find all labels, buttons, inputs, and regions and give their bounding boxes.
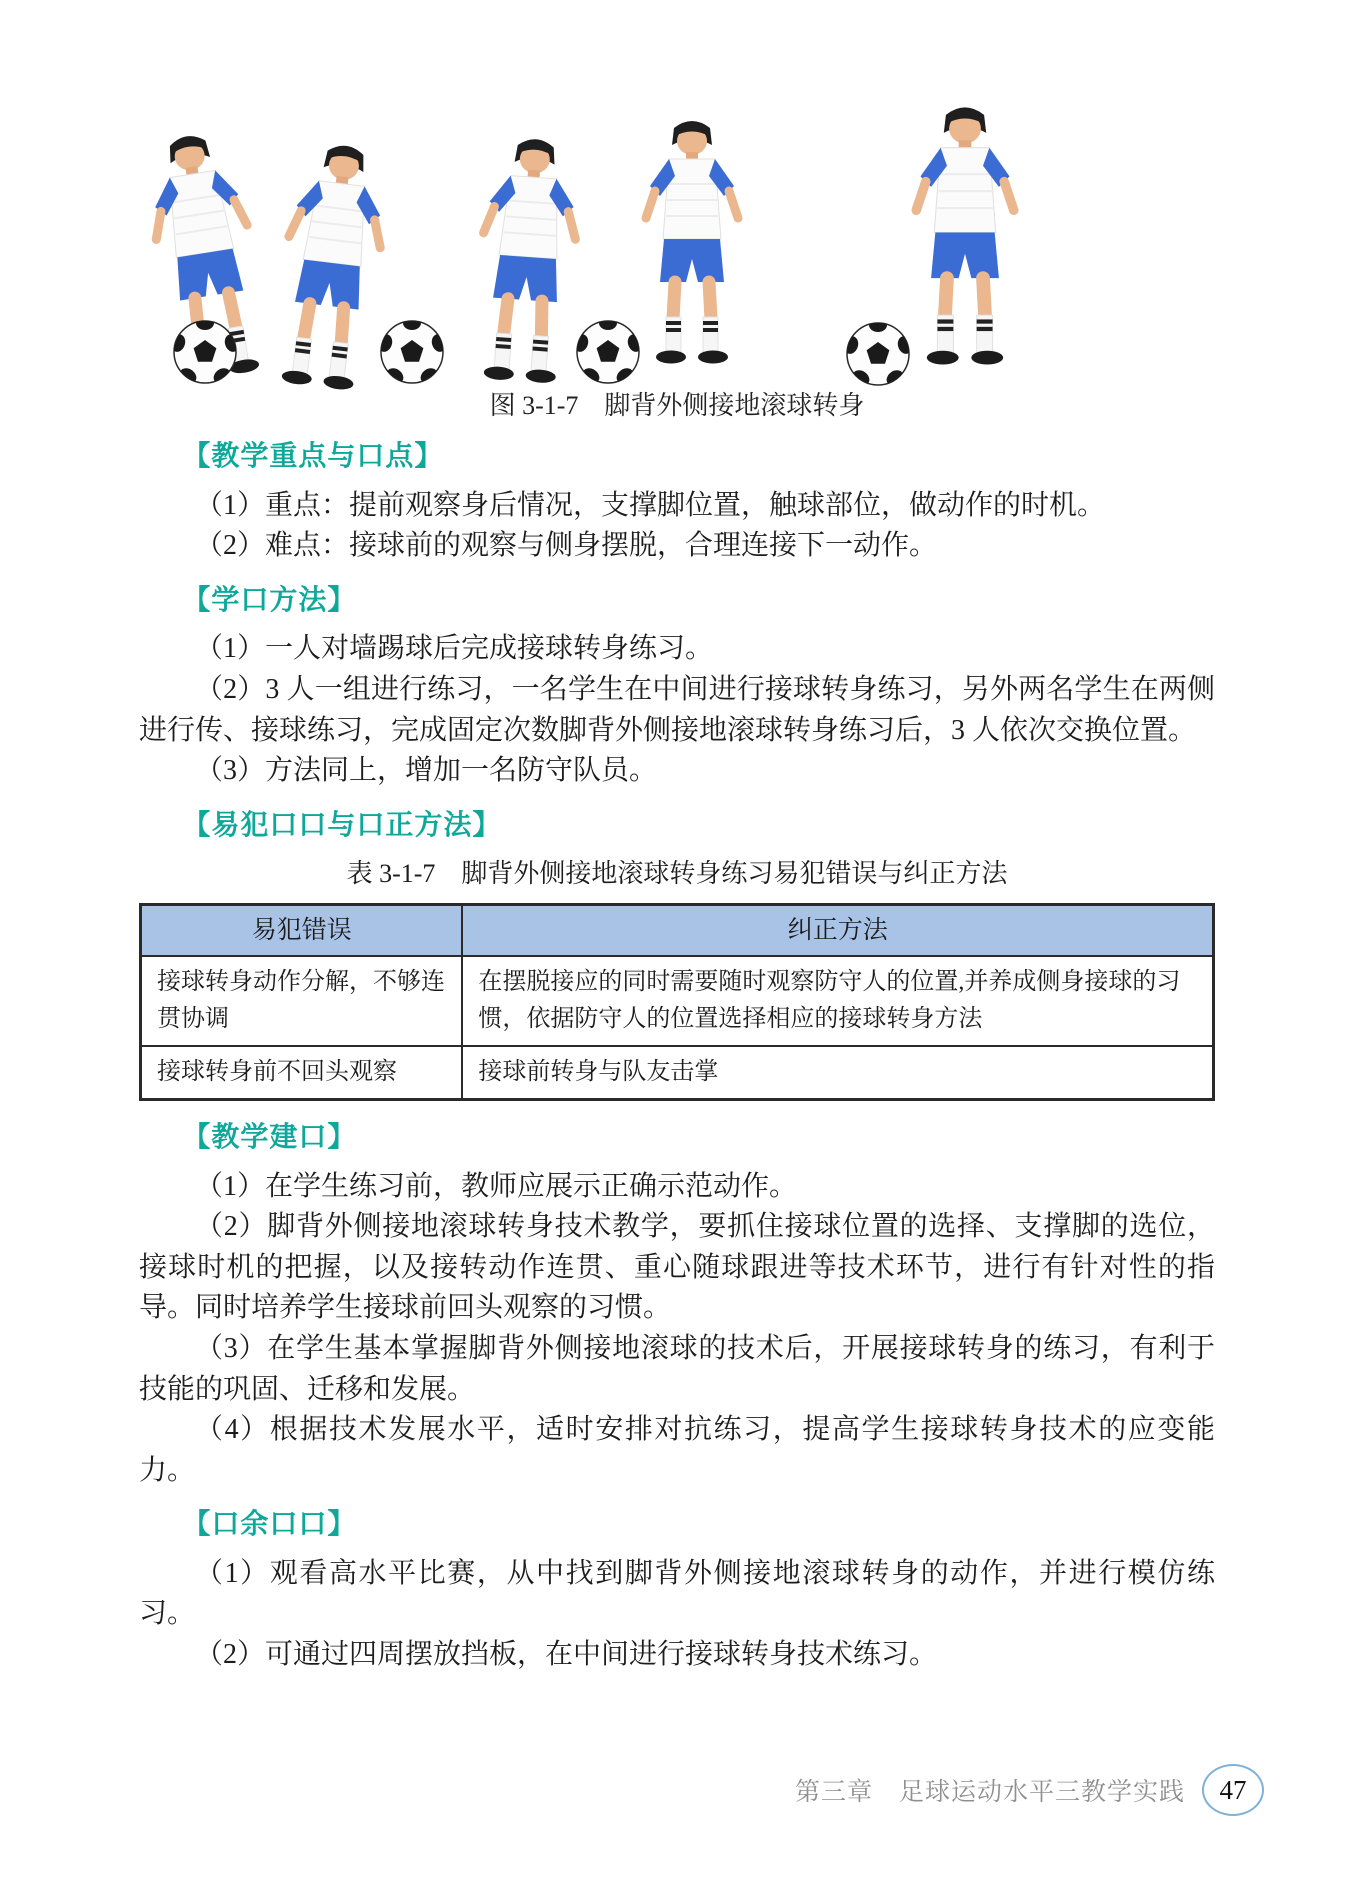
page-number-badge: 47 <box>1202 1764 1264 1816</box>
paragraph: （2）脚背外侧接地滚球转身技术教学，要抓住接球位置的选择、支撑脚的选位，接球时机的把握，以及接转动作连贯、重心随球跟进等技术环节，进行有针对性的指导。同时培养学生接球前回头观察的习惯。 <box>139 1211 1215 1324</box>
table-row <box>141 956 1214 1046</box>
section-heading-learning-methods: 【学口方法】 <box>182 583 357 615</box>
page-footer <box>795 1764 1264 1816</box>
table-cell-correction: 在摆脱接应的同时需要随时观察防守人的位置,并养成侧身接球的习惯，依据防守人的位置选择相应的接球转身方法 <box>462 956 1213 1046</box>
paragraph: （1）在学生练习前，教师应展示正确示范动作。 <box>195 1170 798 1202</box>
table-cell-error: 接球转身前不回头观察 <box>141 1046 463 1100</box>
table-cell-correction: 接球前转身与队友击掌 <box>462 1046 1213 1100</box>
paragraph: （4）根据技术发展水平，适时安排对抗练习，提高学生接球转身技术的应变能力。 <box>139 1414 1215 1486</box>
section-heading-key-points: 【教学重点与口点】 <box>182 440 444 471</box>
paragraph: （3）在学生基本掌握脚背外侧接地滚球的技术后，开展接球转身的练习，有利于技能的巩固、迁移和发展。 <box>139 1332 1215 1405</box>
column-header-correction: 纠正方法 <box>462 904 1213 956</box>
figure-caption: 图 3-1-7 脚背外侧接地滚球转身 <box>489 391 865 420</box>
paragraph: （2）可通过四周摆放挡板，在中间进行接球转身技术练习。 <box>195 1639 938 1671</box>
soccer-ball-icon <box>572 316 645 387</box>
player-photo-2 <box>271 140 392 390</box>
table-caption: 表 3-1-7 脚背外侧接地滚球转身练习易犯错误与纠正方法 <box>346 859 1008 889</box>
table-header-row <box>141 904 1214 956</box>
footer-chapter-title: 第三章 足球运动水平三教学实践 <box>794 1778 1185 1806</box>
soccer-ball-icon <box>842 318 915 389</box>
soccer-ball-icon <box>376 316 449 387</box>
section-heading-extracurricular: 【口余口口】 <box>182 1508 357 1540</box>
page-content <box>139 436 1215 1676</box>
paragraph: （1）一人对墙踢球后完成接球转身练习。 <box>195 633 714 665</box>
table-cell-error: 接球转身动作分解，不够连贯协调 <box>141 956 463 1046</box>
players-illustration <box>130 90 1230 390</box>
errors-correction-table <box>139 903 1215 1101</box>
player-photo-5 <box>916 107 1014 364</box>
table-row <box>141 1046 1214 1100</box>
section-heading-common-errors: 【易犯口口与口正方法】 <box>182 808 502 840</box>
paragraph: （1）观看高水平比赛，从中找到脚背外侧接地滚球转身的动作，并进行模仿练习。 <box>139 1557 1215 1630</box>
paragraph: （2）难点：接球前的观察与侧身摆脱，合理连接下一动作。 <box>195 530 938 562</box>
player-photo-4 <box>646 121 738 364</box>
figure-photo-sequence <box>130 90 1230 390</box>
paragraph: （1）重点：提前观察身后情况，支撑脚位置，触球部位，做动作的时机。 <box>195 489 1106 521</box>
player-photo-3 <box>473 136 582 384</box>
paragraph: （2）3 人一组进行练习，一名学生在中间进行接球转身练习，另外两名学生在两侧进行传、接球练习，完成固定次数脚背外侧接地滚球转身练习后，3 人依次交换位置。 <box>139 673 1215 746</box>
paragraph: （3）方法同上，增加一名防守队员。 <box>195 755 658 787</box>
section-heading-teaching-suggestions: 【教学建口】 <box>182 1120 357 1152</box>
column-header-error: 易犯错误 <box>141 904 463 956</box>
